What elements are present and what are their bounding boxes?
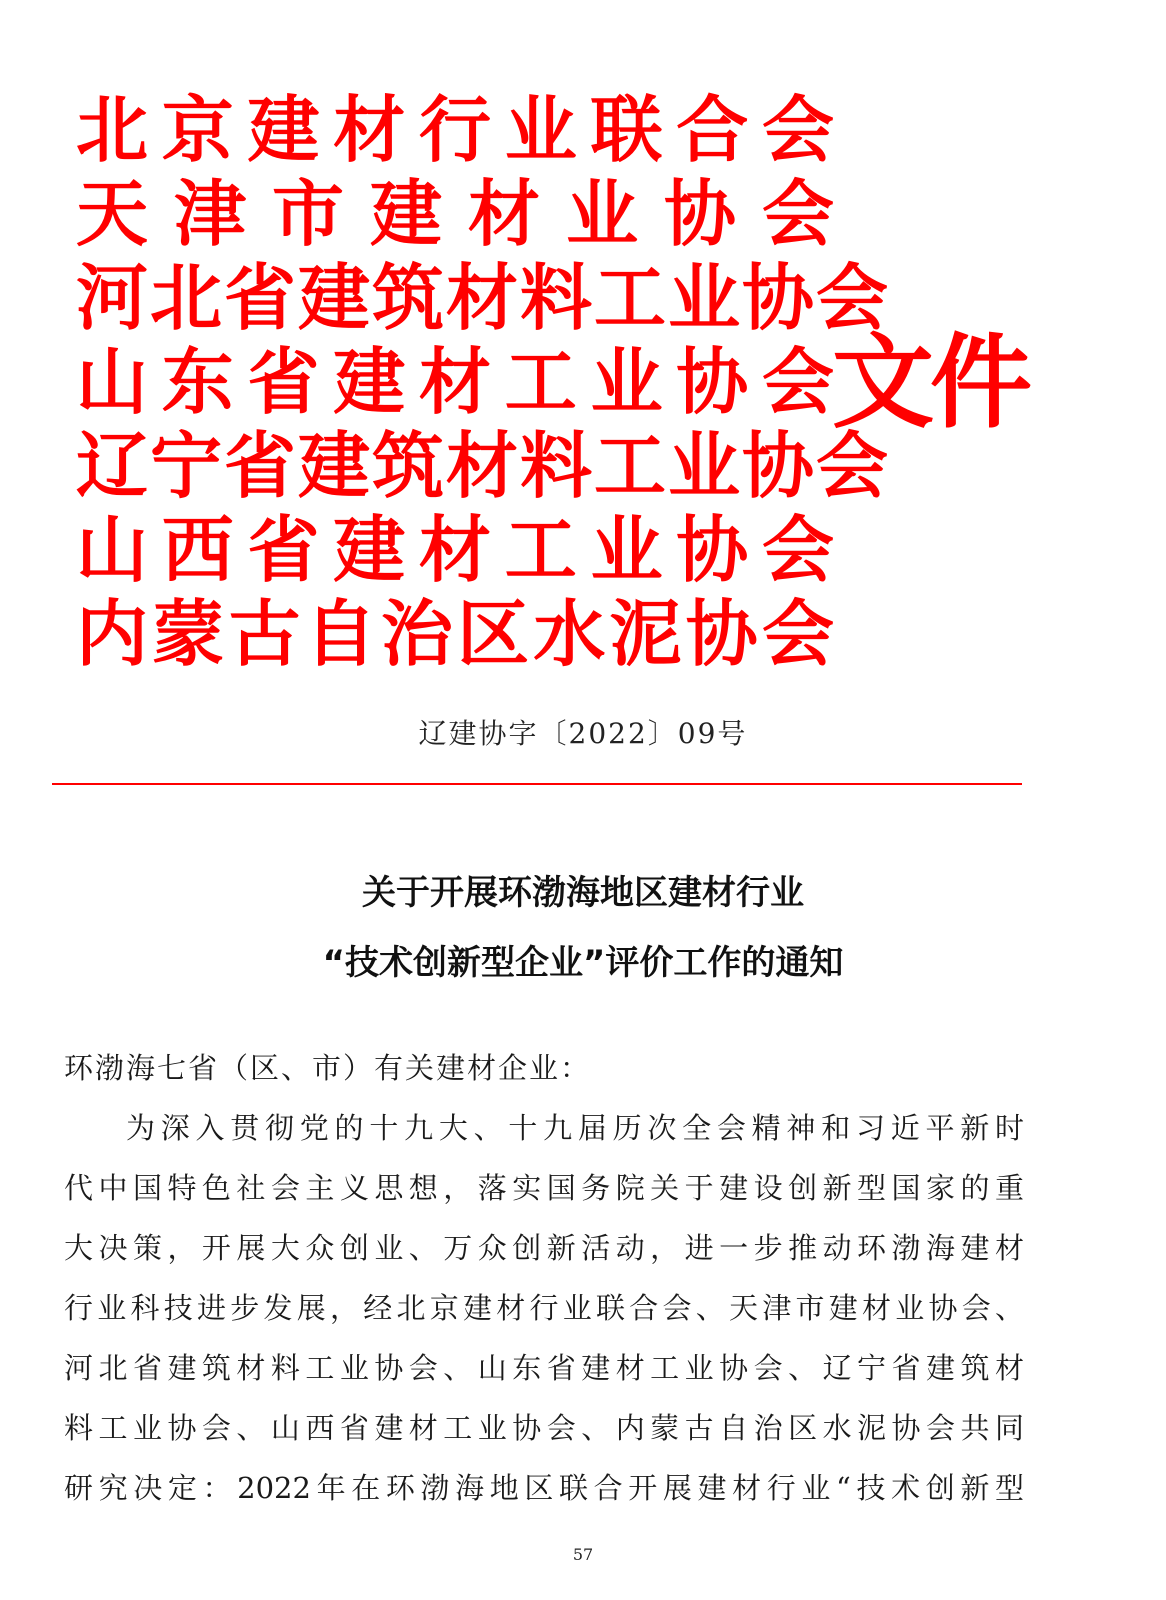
issuer-name: 辽宁省建筑材料工业协会 <box>76 423 891 508</box>
red-divider <box>52 783 1022 785</box>
body-line: 大决策，开展大众创业、万众创新活动，进一步推动环渤海建材 <box>64 1231 1024 1265</box>
issuer-name: 内蒙古自治区水泥协会 <box>76 591 836 676</box>
document-label: 文件 <box>832 323 1028 443</box>
body-line: 河北省建筑材料工业协会、山东省建材工业协会、辽宁省建筑材 <box>64 1351 1024 1385</box>
issuer-name: 河北省建筑材料工业协会 <box>76 255 891 340</box>
notice-body <box>64 1038 1024 1518</box>
notice-title <box>0 858 1166 998</box>
issuer-name: 山西省建材工业协会 <box>76 507 836 592</box>
title-line-1: 关于开展环渤海地区建材行业 <box>362 873 804 913</box>
salutation: 环渤海七省（区、市）有关建材企业： <box>64 1051 592 1085</box>
issuer-name: 山东省建材工业协会 <box>76 339 836 424</box>
document-number: 辽建协字〔2022〕09号 <box>418 717 748 750</box>
title-line-2: “技术创新型企业”评价工作的通知 <box>322 943 844 983</box>
page-number: 57 <box>572 1545 594 1564</box>
issuer-name: 北京建材行业联合会 <box>76 87 836 172</box>
body-line: 料工业协会、山西省建材工业协会、内蒙古自治区水泥协会共同 <box>64 1411 1024 1445</box>
body-line: 行业科技进步发展，经北京建材行业联合会、天津市建材业协会、 <box>64 1291 1024 1325</box>
issuer-list <box>76 87 891 676</box>
body-line: 代中国特色社会主义思想，落实国务院关于建设创新型国家的重 <box>64 1171 1024 1205</box>
body-line: 研究决定：2022年在环渤海地区联合开展建材行业“技术创新型 <box>64 1471 1024 1505</box>
issuer-name: 天津市建材业协会 <box>76 171 836 256</box>
body-line: 为深入贯彻党的十九大、十九届历次全会精神和习近平新时 <box>126 1111 1024 1145</box>
